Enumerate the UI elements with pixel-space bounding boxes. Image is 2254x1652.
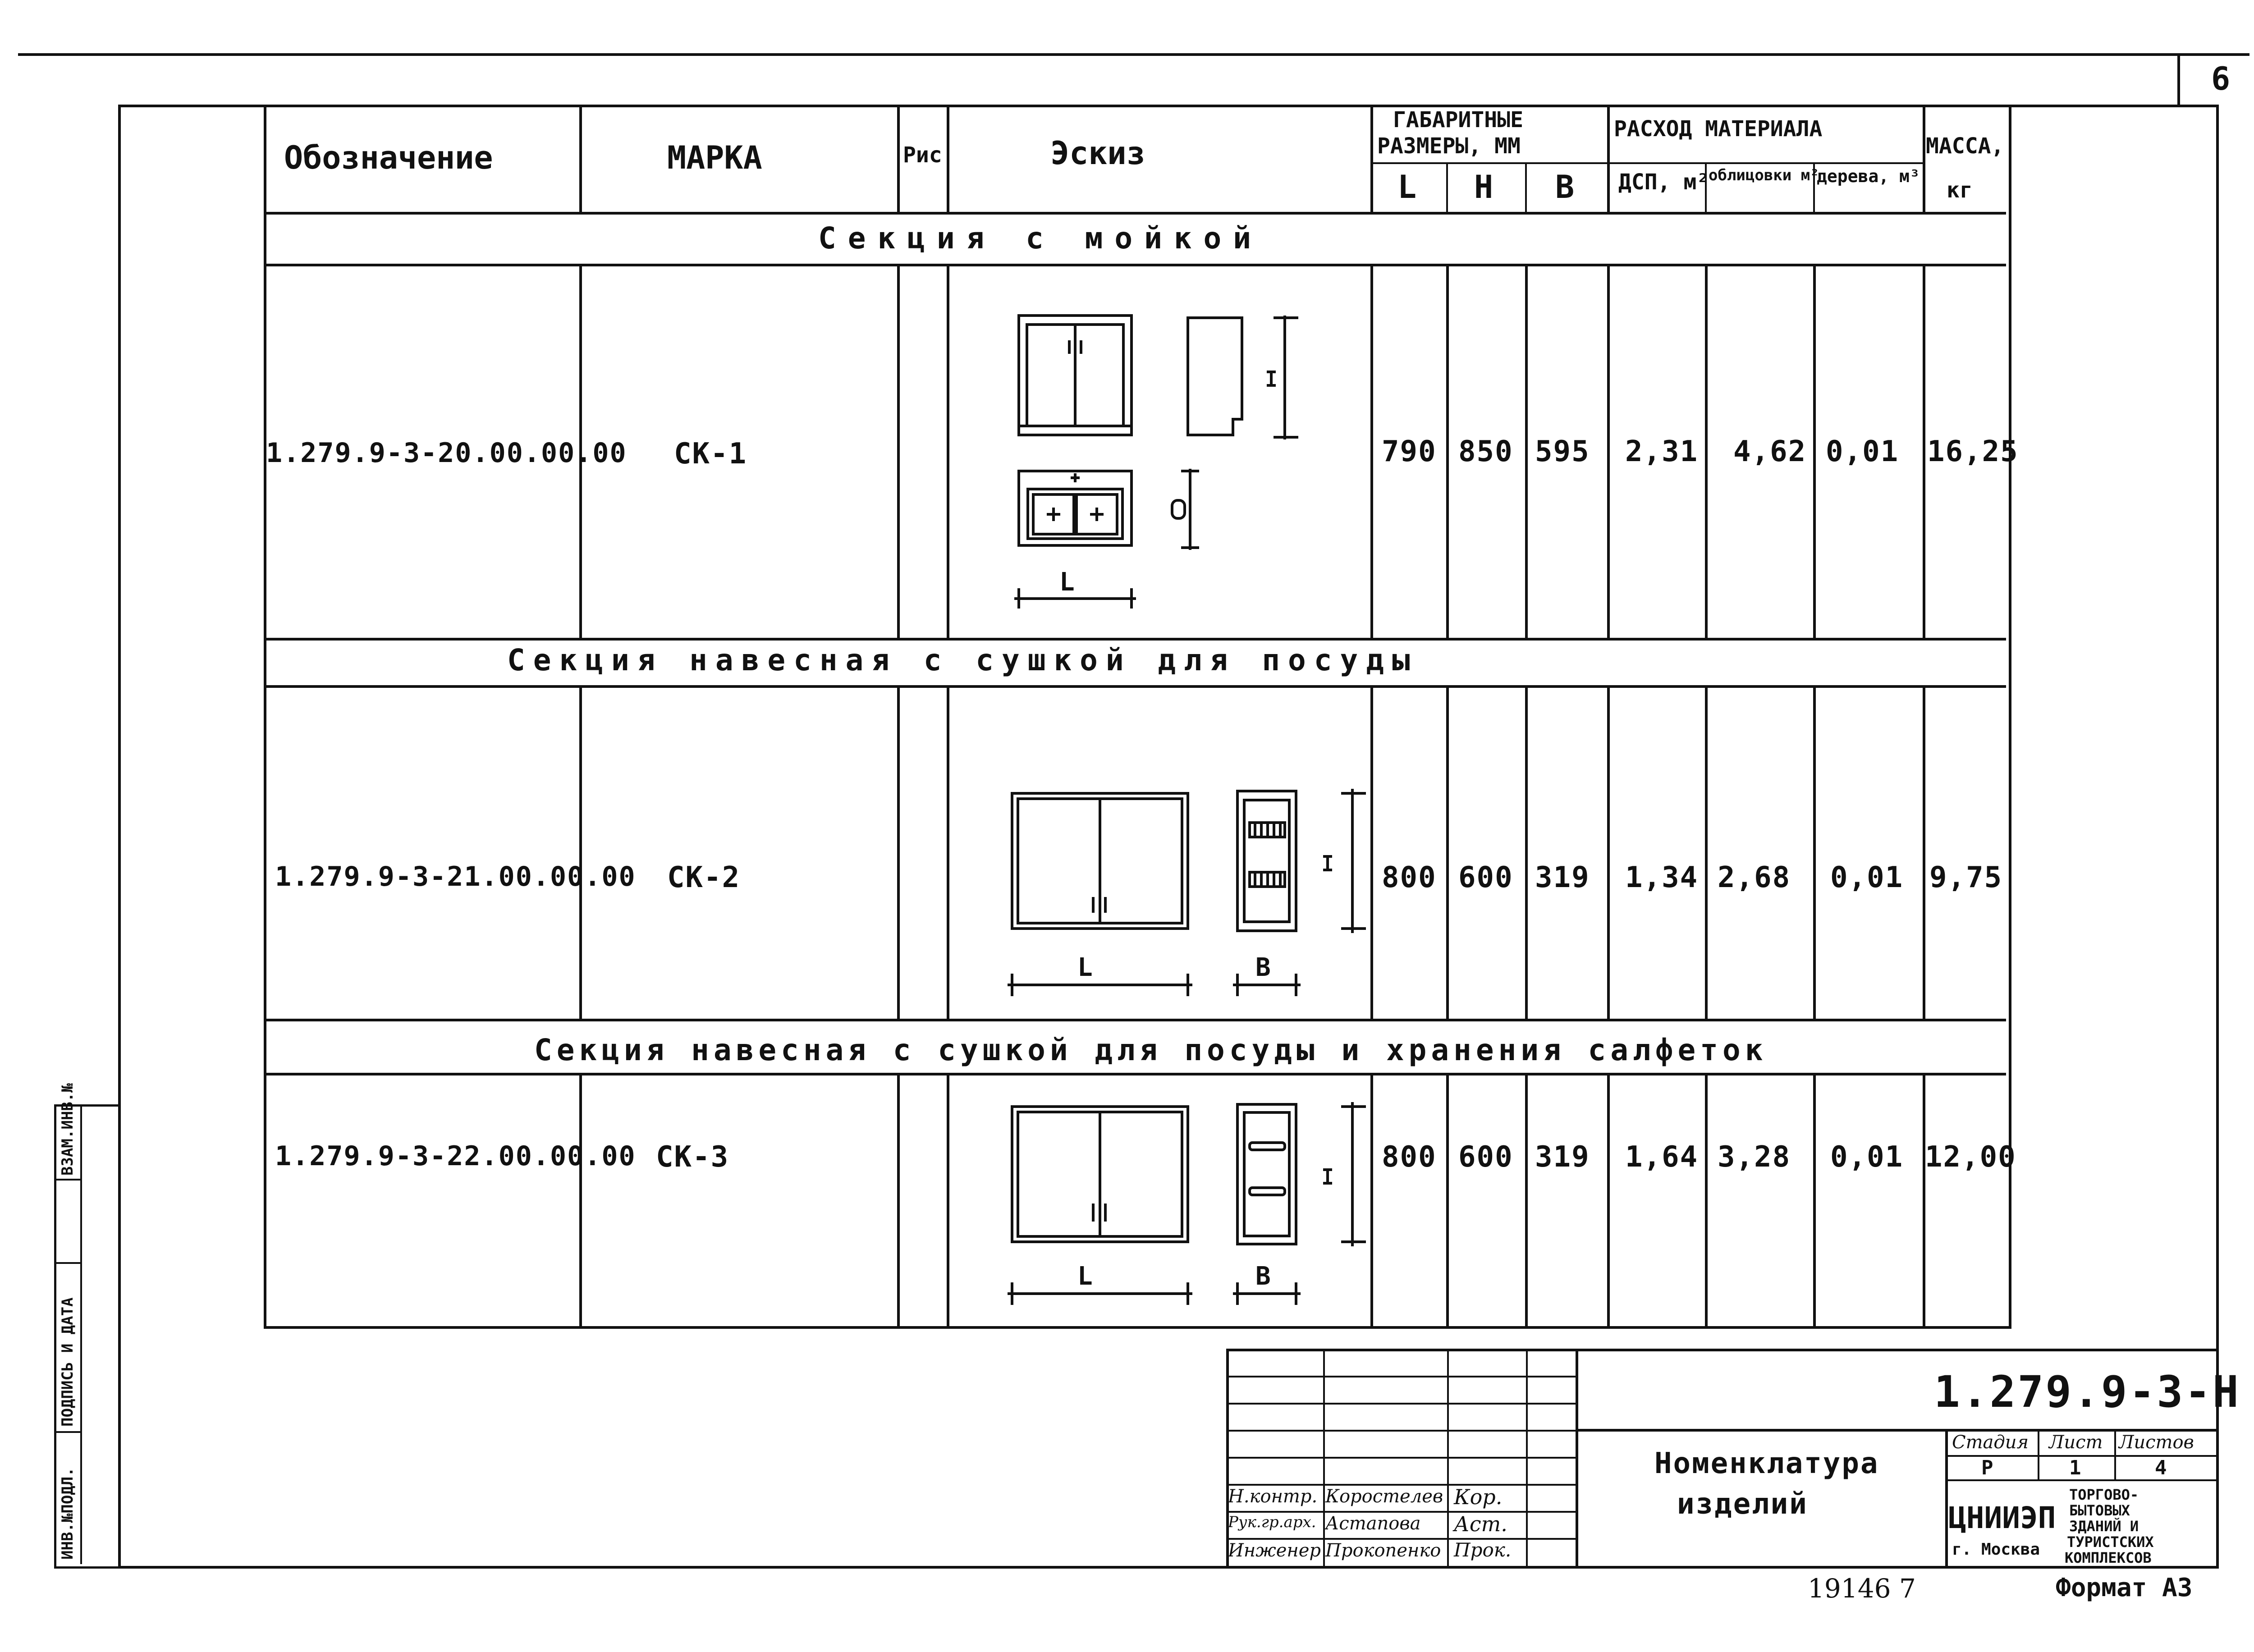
sketch-wall-cabinet-dryer [992, 730, 1366, 1010]
header-mat-wood: дерева, м³ [1817, 166, 1920, 186]
sheets-value: 4 [2155, 1456, 2167, 1479]
row-1-facing: 4,62 [1733, 435, 1807, 468]
row-2-designation: 1.279.9-3-21.00.00.00 [275, 861, 636, 892]
row-1-mass: 16,25 [1927, 435, 2019, 468]
stage-label: Стадия [1952, 1432, 2029, 1453]
col-sep-2 [897, 105, 900, 212]
col-sep-4 [1370, 105, 1373, 212]
sketch-sink-cabinet [992, 297, 1366, 622]
row-2-mark: СК-2 [667, 861, 741, 894]
sheets-label: Листов [2119, 1432, 2194, 1453]
header-fig: Рис [903, 142, 942, 168]
col-sep-6 [1525, 162, 1527, 212]
sketch-3-l-label: L [1077, 1262, 1093, 1291]
header-dims-title-2: РАЗМЕРЫ, ММ [1377, 133, 1521, 159]
col-sep-10 [1923, 105, 1925, 212]
footer-number: 19146 7 [1808, 1573, 1916, 1604]
sig-row-5 [1226, 1484, 1576, 1486]
row-1-h: 850 [1458, 435, 1513, 468]
row-3-l: 800 [1382, 1140, 1437, 1174]
sig-grid-col-4 [1576, 1349, 1578, 1566]
sheet-number: 6 [2211, 60, 2231, 97]
signer-1-sign: Кор. [1454, 1485, 1503, 1509]
side-stamp-replace-inv: ВЗАМ.ИНВ.№ [59, 1083, 77, 1176]
signer-3-sign: Прок. [1454, 1539, 1512, 1561]
section-title-3: Секция навесная с сушкой для посуды и хранения салфеток [534, 1033, 1768, 1067]
header-sub-line [1370, 162, 1923, 164]
side-stamp-sign-date: ПОДПИСЬ И ДАТА [59, 1297, 77, 1427]
stage-value: Р [1981, 1456, 1993, 1479]
footer-format: Формат А3 [2056, 1573, 2193, 1602]
sig-row-4 [1226, 1457, 1576, 1459]
section-title-1: Секция с мойкой [818, 221, 1263, 256]
row-1-wood: 0,01 [1826, 435, 1899, 468]
header-mat-facing: облицовки м² [1709, 166, 1819, 184]
row-1-dsp: 2,31 [1625, 435, 1699, 468]
org-desc-3: ЗДАНИЙ И [2069, 1518, 2139, 1535]
row-2-wood: 0,01 [1830, 861, 1904, 894]
signer-1-name: Коростелев [1325, 1486, 1443, 1507]
stage-col-1 [2038, 1429, 2039, 1479]
col-sep-1 [579, 105, 582, 212]
org-desc-2: БЫТОВЫХ [2069, 1502, 2130, 1519]
doc-title-1: Номенклатура [1654, 1447, 1879, 1480]
row-3-b: 319 [1535, 1140, 1590, 1174]
title-org-separator [1945, 1429, 1948, 1566]
row-3-facing: 3,28 [1718, 1140, 1791, 1174]
header-dim-b: В [1555, 169, 1575, 206]
row-2-b: 319 [1535, 861, 1590, 894]
sig-row-2 [1226, 1403, 1576, 1405]
signer-2-sign: Аст. [1454, 1512, 1507, 1536]
row-2-mass: 9,75 [1929, 861, 2003, 894]
stage-col-2 [2114, 1429, 2116, 1479]
sheet-value: 1 [2069, 1456, 2081, 1479]
sketch-wall-cabinet-napkins [992, 1082, 1366, 1316]
header-dims-title-1: ГАБАРИТНЫЕ [1393, 107, 1523, 133]
row-1-l: 790 [1382, 435, 1437, 468]
row-2-bottom [264, 1019, 2006, 1021]
row-2-l: 800 [1382, 861, 1437, 894]
row-3-mark: СК-3 [656, 1140, 729, 1174]
col-sep-3 [947, 105, 949, 212]
row-3-dsp: 1,64 [1625, 1140, 1699, 1174]
org-desc-4: ТУРИСТСКИХ [2067, 1533, 2154, 1551]
header-mass-2: кг [1947, 178, 1973, 203]
doc-code-separator [1576, 1429, 2216, 1432]
header-mark: МАРКА [667, 139, 762, 176]
col-sep-5 [1446, 162, 1448, 212]
signer-2-role: Рук.гр.арх. [1228, 1513, 1316, 1531]
table-header-bottom [264, 212, 2006, 215]
section-title-2: Секция навесная с сушкой для посуды [507, 643, 1418, 677]
sig-row-3 [1226, 1430, 1576, 1432]
org-name: ЦНИИЭП [1948, 1501, 2056, 1535]
header-mat-dsp: ДСП, м² [1618, 169, 1710, 195]
signer-2-name: Астапова [1325, 1513, 1421, 1534]
col-sep-7 [1607, 105, 1610, 212]
sig-row-7 [1226, 1538, 1576, 1540]
row-1-designation: 1.279.9-3-20.00.00.00 [266, 437, 627, 469]
header-mass-1: МАССА, [1926, 133, 2004, 159]
sheet-label: Лист [2049, 1432, 2103, 1453]
stage-row-2 [1945, 1479, 2216, 1481]
header-dim-l: L [1397, 169, 1417, 206]
sketch-2-b-label: В [1255, 953, 1271, 982]
row-1-bottom [264, 638, 2006, 641]
signer-3-name: Прокопенко [1325, 1540, 1441, 1561]
side-stamp-sep-3 [54, 1431, 80, 1433]
doc-code: 1.279.9-3-Н [1934, 1367, 2240, 1417]
org-desc-5: КОМПЛЕКСОВ [2065, 1549, 2152, 1566]
row-2-dsp: 1,34 [1625, 861, 1699, 894]
sketch-2-l-label: L [1077, 953, 1093, 982]
header-sketch: Эскиз [1050, 135, 1145, 172]
header-dim-h: Н [1474, 169, 1494, 206]
row-3-mass: 12,00 [1925, 1140, 2016, 1174]
top-trim-line [18, 53, 2249, 56]
signer-3-role: Инженер [1228, 1540, 1321, 1561]
org-city: г. Москва [1952, 1540, 2040, 1559]
sketch-1-l-label: L [1059, 567, 1075, 597]
row-2-h: 600 [1458, 861, 1513, 894]
row-1-mark: СК-1 [674, 437, 747, 471]
sig-row-6 [1226, 1511, 1576, 1513]
doc-title-2: изделий [1677, 1487, 1808, 1521]
signer-1-role: Н.контр. [1228, 1486, 1318, 1507]
header-material-title: РАСХОД МАТЕРИАЛА [1614, 116, 1823, 142]
sig-row-1 [1226, 1376, 1576, 1377]
row-2-facing: 2,68 [1718, 861, 1791, 894]
sketch-3-b-label: В [1255, 1262, 1271, 1291]
side-stamp-inv-orig: ИНВ.№ПОДЛ. [59, 1467, 77, 1560]
row-3-designation: 1.279.9-3-22.00.00.00 [275, 1140, 636, 1172]
header-designation: Обозначение [284, 139, 493, 176]
org-desc-1: ТОРГОВО- [2069, 1486, 2139, 1503]
row-3-wood: 0,01 [1830, 1140, 1904, 1174]
row-1-b: 595 [1535, 435, 1590, 468]
row-3-h: 600 [1458, 1140, 1513, 1174]
